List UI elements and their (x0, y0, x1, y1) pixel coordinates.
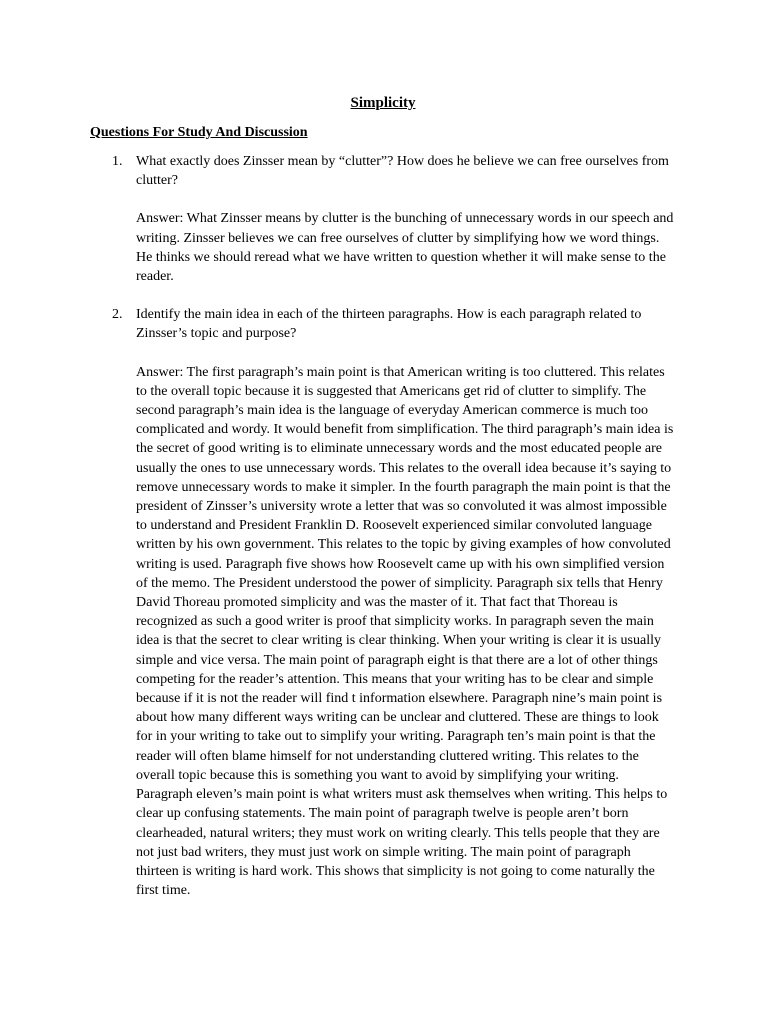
document-title: Simplicity (350, 95, 416, 111)
question-text: What exactly does Zinsser mean by “clutter”? How does he believe we can free ourselves from clutter? (136, 154, 669, 189)
question-text: Identify the main idea in each of the thirteen paragraphs. How is each paragraph related to Zinsser’s topic and purpose? (136, 307, 642, 342)
section-heading: Questions For Study And Discussion (90, 125, 308, 140)
question-list (90, 152, 676, 900)
answer-text: Answer: The first paragraph’s main point is that American writing is too cluttered. This relates to the overall topic because it is suggested that Americans get rid of clutter to simplify. The second paragraph’s main idea is the language of everyday American commerce is much too complicated and wordy. It would benefit from simplification. The third paragraph’s main idea is the secret of good writing is to eliminate unnecessary words and the most educated people are usually the ones to use unnecessary words. This relates to the overall idea because it’s saying to remove unnecessary words to make it simpler. In the fourth paragraph the main point is that the president of Zinsser’s university wrote a letter that was so convoluted it was almost impossible to understand and President Franklin D. Roosevelt experienced similar convoluted language written by his own government. This relates to the topic by giving examples of how convoluted writing is used. Paragraph five shows how Roosevelt came up with his own simplified version of the memo. The President understood the power of simplicity. Paragraph six tells that Henry David Thoreau promoted simplicity and was the master of it. That fact that Thoreau is recognized as such a good writer is proof that simplicity works. In paragraph seven the main idea is that the secret to clear writing is clear thinking. When your writing is clear it is usually simple and vice versa. The main point of paragraph eight is that there are a lot of other things competing for the reader’s attention. This means that your writing has to be clear and simple because if it is not the reader will find t information elsewhere. Paragraph nine’s main point is about how many different ways writing can be unclear and cluttered. These are things to look for in your writing to take out to simplify your writing. Paragraph ten’s main point is that the reader will often blame himself for not understanding cluttered writing. This relates to the overall topic because this is something you want to avoid by simplifying your writing. Paragraph eleven’s main point is what writers must ask themselves when writing. This helps to clear up confusing statements. The main point of paragraph twelve is people aren’t born clearheaded, natural writers; they must work on writing clearly. This tells people that they are not just bad writers, they must just work on simple writing. The main point of paragraph thirteen is writing is hard work. This shows that simplicity is not going to come naturally the first time. (136, 364, 674, 899)
question-item (90, 152, 676, 286)
question-number: 2. (112, 307, 123, 323)
question-item (90, 305, 676, 900)
question-number: 1. (112, 154, 123, 169)
answer-text: Answer: What Zinsser means by clutter is the bunching of unnecessary words in our speech and writing. Zinsser believes we can free ourselves of clutter by simplifying how we word things. He thinks we should reread what we have written to question whether it will make sense to the reader. (136, 211, 674, 285)
